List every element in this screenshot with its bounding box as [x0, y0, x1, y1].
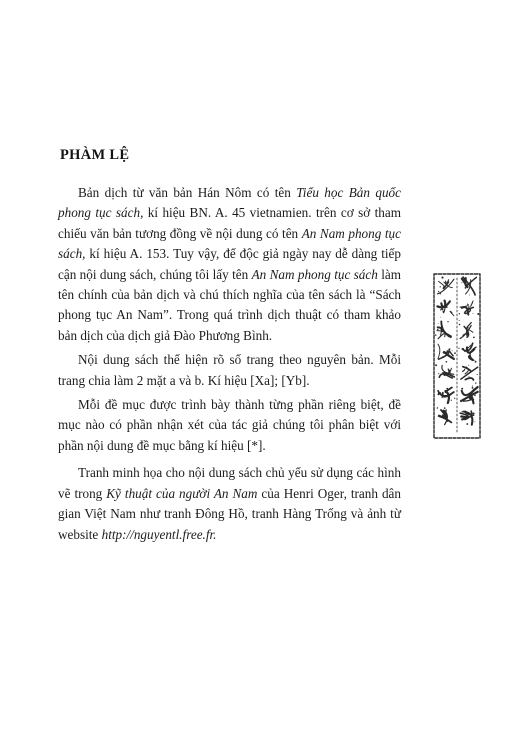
text-run: Tranh minh họa cho nội dung sách chủ yếu sử dụng các hình vẽ trong: [58, 465, 401, 501]
text-run: của Henri Oger, tranh dân gian Việt Nam như tranh Đông Hồ, tranh Hàng Trống và ảnh từ website: [58, 485, 401, 542]
body-text: [58, 183, 401, 545]
italic-run: http://nguyentl.free.fr.: [101, 526, 217, 542]
text-run: Mỗi đề mục được trình bày thành từng phần riêng biệt, đề mục nào có phần nhận xét của tác giả chúng tôi phân biệt với phần nội dung đề mục bằng kí hiệu [*].: [58, 397, 401, 453]
paragraph-illustrations: [58, 463, 401, 545]
text-run: Nội dung sách thể hiện rõ số trang theo nguyên bản. Mỗi trang chia làm 2 mặt a và b. Kí hiệu [Xa]; [Yb].: [58, 352, 401, 388]
text-run: làm tên chính của bản dịch và chú thích nghĩa của tên sách là “Sách phong tục An Nam”. Trong quá trình dịch thuật có tham khảo bản dịch của dịch giả Đào Phương Bình.: [58, 266, 401, 343]
paragraph-source: [58, 183, 401, 346]
text-run: Bản dịch từ văn bản Hán Nôm có tên: [78, 185, 297, 200]
italic-run: Tiểu học Bản quốc phong tục sách,: [58, 185, 401, 221]
italic-run: An Nam phong tục sách,: [58, 225, 401, 262]
paragraph-sections: [58, 395, 401, 456]
italic-run: An Nam phong tục sách: [251, 266, 378, 282]
paragraph-pagination: [58, 350, 401, 391]
italic-run: Kỹ thuật của người An Nam: [106, 485, 258, 501]
text-run: kí hiệu A. 153. Tuy vậy, để độc giả ngày nay dễ dàng tiếp cận nội dung sách, chúng tôi lấy tên: [58, 246, 401, 282]
page-heading: PHÀM LỆ: [60, 147, 130, 163]
calligraphy-seal-strip: [432, 272, 482, 440]
text-run: kí hiệu BN. A. 45 vietnamien. trên cơ sở tham chiếu văn bản tương đồng về nội dung có tên: [58, 205, 401, 241]
